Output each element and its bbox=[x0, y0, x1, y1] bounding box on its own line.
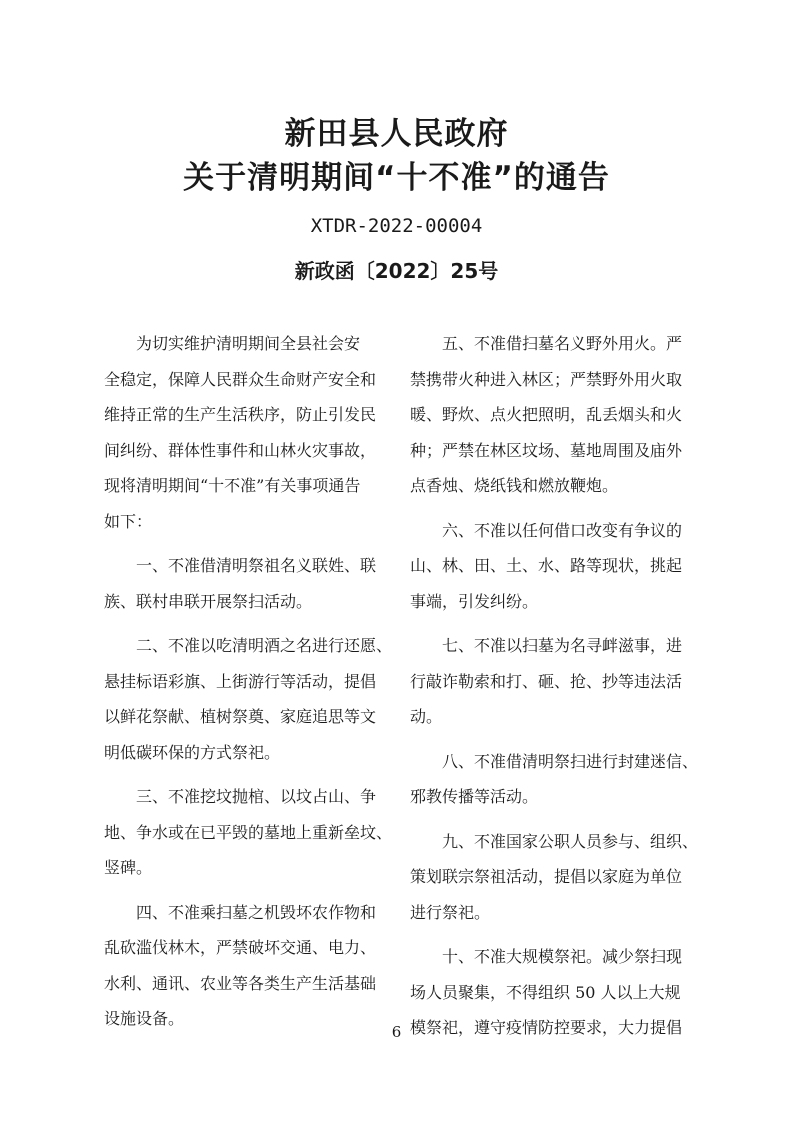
paragraph-rule-9: 九、不准国家公职人员参与、组织、 策划联宗祭祖活动，提倡以家庭为单位 进行祭祀。 bbox=[410, 831, 699, 922]
paragraph-rule-8: 八、不准借清明祭扫进行封建迷信、 邪教传播等活动。 bbox=[410, 751, 699, 806]
paragraph-rule-1: 一、不准借清明祭祖名义联姓、联 族、联村串联开展祭扫活动。 bbox=[104, 556, 377, 611]
left-column bbox=[104, 326, 394, 1046]
paragraph-rule-6: 六、不准以任何借口改变有争议的 山、林、田、土、水、路等现状，挑起 事端，引发纠纷。 bbox=[410, 520, 683, 611]
paragraph-rule-5: 五、不准借扫墓名义野外用火。严 禁携带火种进入林区；严禁野外用火取 暖、野炊、点火把照明，乱丢烟头和火 种；严禁在林区坟场、墓地周围及庙外 点香烛、烧纸钱和燃放鞭炮。 bbox=[410, 334, 683, 495]
paragraph-intro: 为切实维护清明期间全县社会安 全稳定，保障人民群众生命财产安全和 维持正常的生产生活秩序，防止引发民 间纠纷、群体性事件和山林火灾事故， 现将清明期间“十不准”有关事项通告 如下： bbox=[104, 334, 377, 531]
paragraph-rule-7: 七、不准以扫墓为名寻衅滋事，进 行敲诈勒索和打、砸、抢、抄等违法活 动。 bbox=[410, 636, 683, 726]
paragraph-rule-10: 十、不准大规模祭祀。减少祭扫现 场人员聚集，不得组织 50 人以上大规 模祭祀，遵守疫情防控要求，大力提倡 bbox=[410, 947, 683, 1037]
document-id: XTDR-2022-00004 bbox=[310, 215, 483, 237]
document-title-line2: 关于清明期间“十不准”的通告 bbox=[183, 160, 610, 196]
page-number: 6 bbox=[391, 1023, 402, 1041]
paragraph-rule-2: 二、不准以吃清明酒之名进行还愿、 悬挂标语彩旗、上街游行等活动，提倡 以鲜花祭献、植树祭奠、家庭追思等文 明低碳环保的方式祭祀。 bbox=[104, 636, 393, 762]
right-column bbox=[410, 326, 700, 1055]
paragraph-rule-4: 四、不准乘扫墓之机毁坏农作物和 乱砍滥伐林木，严禁破坏交通、电力、 水利、通讯、农业等各类生产生活基础 设施设备。 bbox=[104, 902, 377, 1028]
document-title-line1: 新田县人民政府 bbox=[284, 116, 509, 152]
document-number: 新政函〔2022〕25号 bbox=[294, 259, 499, 283]
paragraph-rule-3: 三、不准挖坟抛棺、以坟占山、争 地、争水或在已平毁的墓地上重新垒坟、 竖碑。 bbox=[104, 787, 393, 877]
